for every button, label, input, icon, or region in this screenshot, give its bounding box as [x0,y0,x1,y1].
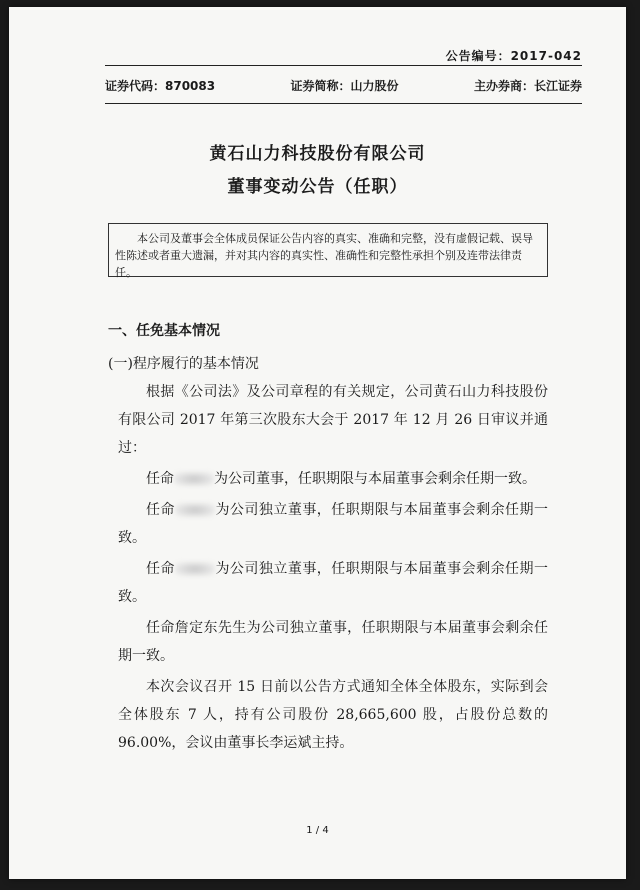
header-meta [105,77,582,94]
appointment-prefix: 任命 [146,502,175,518]
appointment-paragraph: 任命詹定东先生为公司独立董事，任职期限与本届董事会剩余任期一致。 [118,620,548,664]
appointment-suffix: 为公司董事，任职期限与本届董事会剩余任期一致。 [214,471,536,487]
announcement-number: 公告编号：2017-042 [445,49,582,63]
redacted-name [175,503,215,517]
redacted-name [175,562,215,576]
intro-paragraph: 根据《公司法》及公司章程的有关规定，公司黄石山力科技股份有限公司 2017 年第三次股东大会于 2017 年 12 月 26 日审议并通过： [118,384,548,456]
appointment-suffix: 为公司独立董事，任职期限与本届董事会剩余任期一致。 [118,561,549,605]
body-text [118,378,548,760]
document-page [9,7,626,879]
broker: 主办券商：长江证券 [473,79,582,93]
header-rule-top [105,65,582,66]
subsection-heading: (一)程序履行的基本情况 [108,356,259,372]
announcement-subject: 董事变动公告（任职） [227,177,408,197]
section-heading: 一、任免基本情况 [108,323,220,339]
appointment-prefix: 任命 [146,561,175,577]
stock-name: 证券简称：山力股份 [290,79,399,93]
redacted-name [174,472,214,486]
header-rule-bottom [105,103,582,104]
appointment-suffix: 为公司独立董事，任职期限与本届董事会剩余任期一致。 [118,502,549,546]
company-title: 黄石山力科技股份有限公司 [209,144,426,164]
appointment-paragraph [118,496,548,552]
page-number: 1 / 4 [306,825,329,836]
appointment-paragraph [118,465,548,493]
stock-code: 证券代码：870083 [105,79,216,93]
responsibility-notice: 本公司及董事会全体成员保证公告内容的真实、准确和完整，没有虚假记载、误导性陈述或者重大遗漏，并对其内容的真实性、准确性和完整性承担个别及连带法律责任。 [108,223,548,277]
appointment-prefix: 任命 [146,471,174,487]
appointment-paragraph [118,555,548,611]
meeting-paragraph: 本次会议召开 15 日前以公告方式通知全体全体股东，实际到会全体股东 7 人，持有公司股份 28,665,600 股，占股份总数的 96.00%，会议由董事长李运斌主持。 [118,679,548,751]
